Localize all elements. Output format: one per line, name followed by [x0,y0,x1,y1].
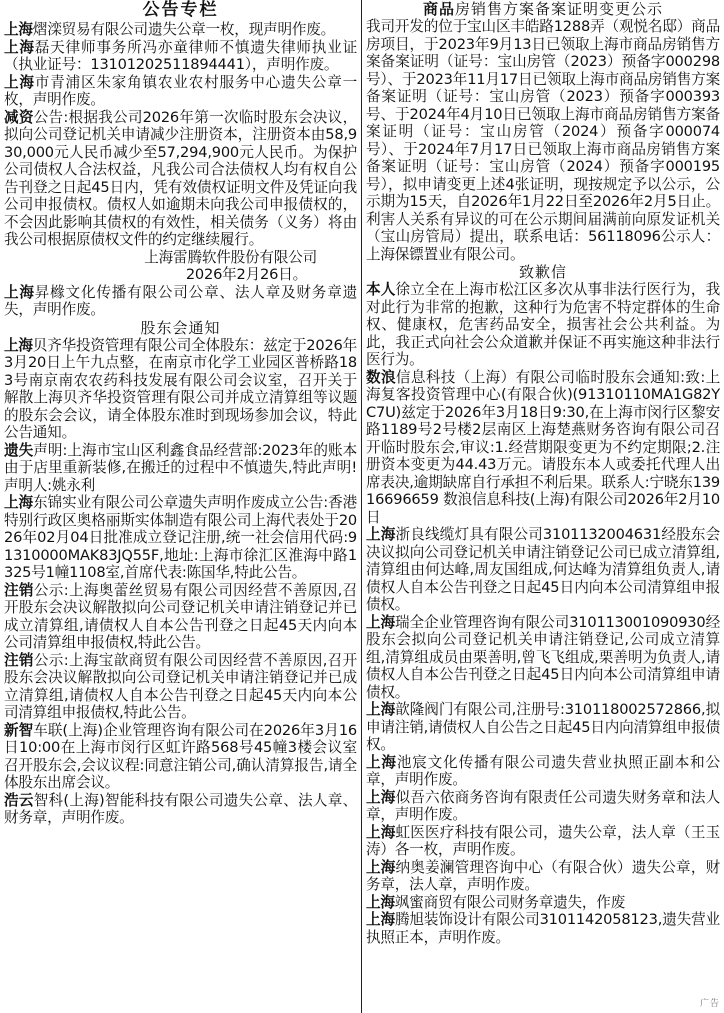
notice-lead: 上海 [366,893,395,911]
notice-body: 纳奥姜澜管理咨询中心（有限合伙）遗失公章，财务章，法人章，声明作废。 [366,858,720,893]
notice-body: 车联(上海)企业管理咨询有限公司在2026年3月16日10:00在上海市闵行区虹许路568号45幢3楼会议室召开股东会,会议议程:同意注销公司,确认清算报告,请全体股东出席会议。 [4,721,357,791]
right-notices-group-1 [366,18,720,263]
notice-lead: 上海 [4,21,33,38]
notice-item [4,21,357,39]
notice-item [4,792,357,827]
section-title-shareholder-meeting: 股东会通知 [140,318,221,337]
notice-body: 公示:上海奥蕾丝贸易有限公司因经营不善原因,召开股东会决议解散拟向公司登记机关申请注销登记并已成立清算组,请债权人自本公告刊登之日起45天内向本公司清算组申报债权,特此公告。 [4,581,357,651]
notice-lead: 上海 [366,753,397,771]
notice-lead: 上海 [366,613,396,631]
column-divider [361,0,362,1013]
notice-body: 贝齐华投资管理有限公司全体股东：兹定于2026年3月20日上午九点整，在南京市化学工业园区普桥路183号南京南农农药科技发展有限公司会议室，召开关于解散上海贝齐华投资管理有限公司并成立清算组等议题的股东会会议，请全体股东准时到现场参加会议，特此公告通知。 [4,336,357,441]
notice-body: 声明:上海市宝山区利鑫食品经营部:2023年的账本由于店里重新装修,在搬迁的过程中不慎遗失,特此声明!声明人:姚永利 [4,441,357,494]
notice-item [366,824,720,859]
notice-item [4,582,357,652]
notice-body: 虹医医疗科技有限公司，遗失公章，法人章（王玉涛）各一枚，声明作废。 [366,823,720,858]
right-column [366,0,720,1013]
notice-item [4,39,357,74]
notice-item [366,894,720,912]
notice-body: 市青浦区朱家角镇农业农村服务中心遗失公章一枚，声明作废。 [4,73,357,108]
notice-item [4,74,357,109]
notice-body: 智科(上海)智能科技有限公司遗失公章、法人章、财务章，声明作废。 [4,791,357,826]
left-notices-group-2 [4,337,357,827]
notice-body: 飒蜜商贸有限公司财务章遗失，作废 [394,893,626,911]
notice-lead: 上海 [4,336,33,354]
advertisement-mark: 广告 [699,999,720,1009]
notice-body: 歆隆阀门有限公司,注册号:310118002572866,拟申请注销,请债权人自公告之日起45日内向清算组申报债权。 [366,701,720,753]
notice-lead: 减资 [4,108,34,126]
notice-item [366,369,720,527]
notice-item [4,722,357,792]
notice-lead: 本人 [366,281,396,298]
notice-body: 昇橼文化传播有限公司公章、法人章及财务章遗失，声明作废。 [4,283,357,318]
notice-item [366,614,720,702]
notice-item [366,911,720,946]
notice-item [4,442,357,495]
notice-lead: 遗失 [4,441,34,459]
notice-date: 2026年2月26日。 [185,266,307,283]
notice-body: 公示:上海宝歆商贸有限公司因经营不善原因,召开股东会决议解散拟向公司登记机关申请注销登记并已成立清算组,请债权人自本公告刊登之日起45天内向本公司清算组申报债权,特此公告。 [4,651,357,721]
notice-lead: 上海 [366,823,396,841]
notice-lead: 注销 [4,651,34,669]
section-title-bold: 商品 [422,0,455,18]
notice-lead: 上海 [4,494,34,511]
notice-lead: 注销 [4,581,34,599]
notice-body: 似吾六依商务咨询有限责任公司遗失财务章和法人章，声明作废。 [366,788,720,823]
left-column [4,0,357,1013]
notice-body: 池宸文化传播有限公司遗失营业执照正副本和公章，声明作废。 [366,753,720,788]
notice-body: 信息科技（上海）有限公司临时股东会通知:致:上海复客投资管理中心(有限合伙)(91310110MA1G82YC7U)兹定于2026年3月18日9:30,在上海市闵行区黎安路1189号2号楼2层南区上海楚燕财务咨询有限公司召开临时股东会,审议:1.经营期限变更为不约定期限;2.注册资本变更为44.43万元。请股东本人或委托代理人出席表决,逾期缺席自行承担不利后果。联系人:宁晓东13916696659 数浪信息科技(上海)有限公司2026年2月10日 [366,368,720,526]
section-title-housing-change [366,0,720,18]
section-title-apology: 致歉信 [518,263,567,281]
notice-item [366,701,720,754]
notice-item [4,284,357,319]
notice-signature: 上海雷腾软件股份有限公司 [144,248,317,266]
notice-item [366,526,720,614]
notice-body: 瑞全企业管理咨询有限公司310113001090930经股东会拟向公司登记机关申请注销登记,公司成立清算组,清算组成员由栗善明,曾飞飞组成,栗善明为负责人,请债权人自本公告刊登之日起45日内向本公司清算组申请债权。 [366,613,720,701]
notice-lead: 上海 [366,701,396,718]
notice-lead: 上海 [4,73,35,91]
notice-lead: 上海 [366,788,396,806]
notice-body: 腾旭装饰设计有限公司3101142058123,遗失营业执照正本，声明作废。 [366,911,720,946]
notice-lead: 上海 [4,283,35,301]
notice-body: 东锦实业有限公司公章遗失声明作废成立公告:香港特别行政区奥格丽斯实体制造有限公司上海代表处于2026年02月04日批准成立登记注册,统一社会信用代码:91310000MAK83JQ55F,地址:上海市徐汇区淮海中路1325号1幢1108室,首席代表:陈国华,特此公告。 [4,494,357,581]
right-notices-group-2 [366,281,720,946]
notice-lead: 新智 [4,721,34,739]
notice-lead: 浩云 [4,791,34,809]
notice-lead: 上海 [366,858,396,876]
notice-item [366,754,720,789]
section-title-rest: 房销售方案备案证明变更公示 [455,0,664,18]
notice-item [366,859,720,894]
notice-item [366,18,720,263]
notice-body: 徐立全在上海市松江区多次从事非法行医行为，我对此行为非常的抱歉，这种行为危害不特定群体的生命权、健康权，危害药品安全，损害社会公共利益。为此，我正式向社会公众道歉并保证不再实施这种非法行医行为。 [366,281,720,368]
notice-item [4,652,357,722]
notice-body: 公告:根据我公司2026年第一次临时股东会决议，拟向公司登记机关申请减少注册资本，注册资本由58,930,000元人民币减少至57,294,900元人民币。为保护公司债权人合法权益，凡我公司合法债权人均有权自公告刊登之日起45日内，凭有效债权证明文件及凭证向我公司申报债权。债权人如逾期未向我公司申报债权的，不会因此影响其债权的有效性，相关债务（义务）将由我公司根据原债权文件的约定继续履行。 [4,108,357,248]
notice-body: 磊天律师事务所冯亦童律师不慎遗失律师执业证（执业证号：13101202511894441），声明作废。 [4,38,357,73]
notice-body: 我司开发的位于宝山区丰皓路1288弄（观悦名邸）商品房项目，于2023年9月13日已领取上海市商品房销售方案备案证明（证号：宝山房管（2023）预备字000298号）、于2023年11月17日已领取上海市商品房销售方案备案证明（证号：宝山房管（2023）预备字000393号、于2024年4月10日已领取上海市商品房销售方案备案证明（证号：宝山房管（2024）预备字000074号）、于2024年7月17日已领取上海市商品房销售方案备案证明（证号：宝山房管（2024）预备字000195号），拟申请变更上述4张证明，现按规定予以公示，公示期为15天，自2026年1月22日至2026年2月5日止。利害人关系有异议的可在公示期间届满前向原发证机关（宝山房管局）提出，联系电话：56118096公示人：上海保镖置业有限公司。 [366,18,720,263]
notice-item [366,281,720,369]
notice-item [4,337,357,442]
column-header-announcements: 公告专栏 [142,0,219,20]
notice-body: 浙良线缆灯具有限公司3101132004631经股东会决议拟向公司登记机关申请注销登记公司已成立清算组,清算组由何达峰,周友国组成,何达峰为清算组负责人,请债权人自本公告刊登之日起45日内向本公司清算组申报债权。 [366,526,720,613]
notice-lead: 上海 [366,526,396,543]
left-notices-group-1 [4,21,357,319]
notice-item [4,109,357,284]
notice-body: 熠滦贸易有限公司遗失公章一枚，现声明作废。 [32,21,336,38]
notice-item [4,494,357,582]
notice-lead: 上海 [366,911,395,928]
notice-item [366,789,720,824]
notice-lead: 上海 [4,38,35,56]
notice-lead: 数浪 [366,368,396,386]
